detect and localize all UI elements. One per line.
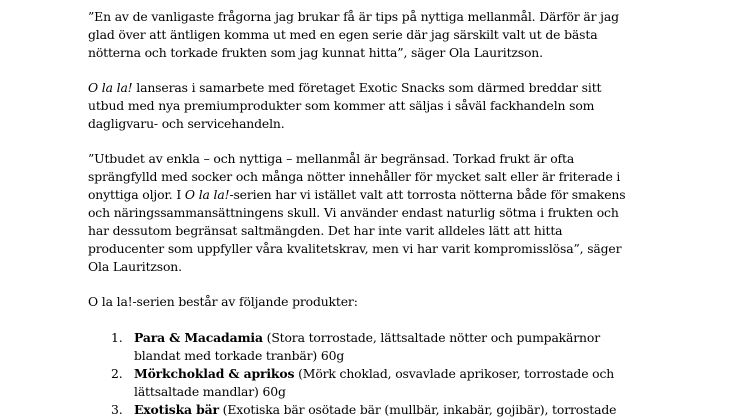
text-line [134, 401, 648, 419]
text-line: har dessutom begränsat saltmängden. Det har inte varit alldeles lätt att hitta [88, 223, 563, 238]
text-line: blandat med torkade tranbär) 60g [134, 348, 345, 363]
list-item [111, 365, 648, 401]
text-line [88, 186, 648, 204]
text-line [134, 329, 648, 347]
text-line [88, 79, 648, 97]
text-fragment: -serien har vi istället valt att torrosta nötterna både för smakens [229, 187, 626, 202]
text-line: och näringssammansättningens skull. Vi använder endast naturlig sötma i frukten och [88, 205, 619, 220]
product-name: Mörkchoklad & aprikos [134, 366, 295, 381]
list-number: 1. [111, 330, 123, 345]
product-list-intro: O la la!-serien består av följande produkter: [88, 294, 358, 309]
brand-name: O la la! [184, 187, 230, 202]
product-description: (Mörk choklad, osvavlade aprikoser, torrostade och [294, 366, 615, 381]
text-line: nötterna och torkade frukten som jag kunnat hitta”, säger Ola Lauritzson. [88, 45, 543, 60]
list-item [111, 401, 648, 419]
text-line: sprängfylld med socker och många nötter innehåller för mycket salt eller är friterade i [88, 169, 621, 184]
text-line: utbud med nya premiumprodukter som kommer att säljas i såväl fackhandeln som [88, 98, 595, 113]
list-number: 2. [111, 366, 123, 381]
text-line [134, 365, 648, 383]
quote-paragraph-2 [88, 150, 648, 276]
product-list [88, 329, 648, 419]
text-line: ”En av de vanligaste frågorna jag brukar få är tips på nyttiga mellanmål. Därför är jag [88, 9, 619, 24]
text-fragment: onyttiga oljor. I [88, 187, 185, 202]
text-fragment: lanseras i samarbete med företaget Exotic Snacks som därmed breddar sitt [132, 80, 602, 95]
document-page [88, 8, 648, 419]
text-line: Ola Lauritzson. [88, 259, 182, 274]
text-line: ”Utbudet av enkla – och nyttiga – mellanmål är begränsad. Torkad frukt är ofta [88, 151, 575, 166]
quote-paragraph-1 [88, 8, 648, 62]
product-description: (Stora torrostade, lättsaltade nötter och pumpakärnor [262, 330, 600, 345]
product-description: (Exotiska bär osötade bär (mullbär, inkabär, gojibär), torrostade [218, 402, 617, 417]
list-item [111, 329, 648, 365]
text-line: glad över att äntligen komma ut med en egen serie där jag särskilt valt ut de bästa [88, 27, 598, 42]
launch-paragraph [88, 79, 648, 133]
brand-name: O la la! [88, 80, 133, 95]
text-line: producenter som uppfyller våra kvalitetskrav, men vi har varit kompromisslösa”, säger [88, 241, 622, 256]
list-number: 3. [111, 402, 123, 417]
product-name: Para & Macadamia [134, 330, 263, 345]
product-name: Exotiska bär [134, 402, 219, 417]
text-line: dagligvaru- och servicehandeln. [88, 116, 285, 131]
text-line: lättsaltade mandlar) 60g [134, 384, 286, 399]
